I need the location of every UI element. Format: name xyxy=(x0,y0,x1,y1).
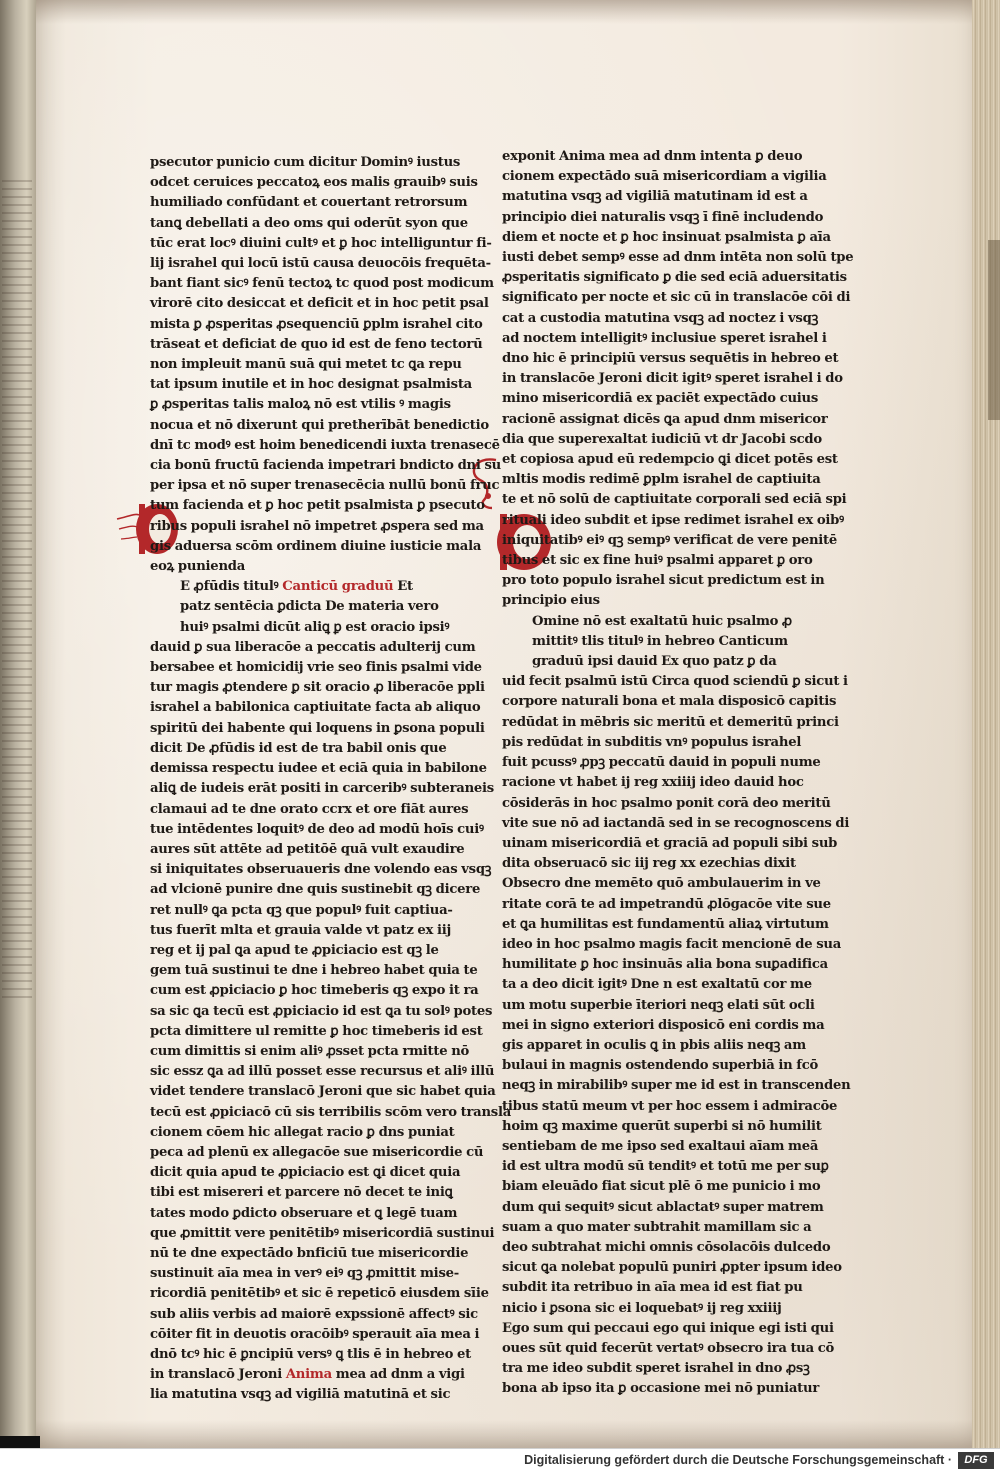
text-line: dita obseruacō sic iij reg xx ezechias dixit xyxy=(502,856,796,872)
text-line: in translacō Jeroni Anima mea ad dnm a vigi xyxy=(150,1367,465,1383)
text-line: si iniquitates obseruaueris dne volendo eas vsqꝫ xyxy=(150,862,492,878)
text-line: vite sue nō ad iactandā sed in se recognoscens di xyxy=(502,815,850,831)
text-line: id est ultra modū sū tenditꝰ et totū me per suꝑ xyxy=(502,1159,829,1175)
text-line: tecū est ꝓpiciacō cū sis terribilis scōm vero transla xyxy=(150,1104,512,1120)
text-line: tibi est misereri et parcere nō decet te iniꝗ xyxy=(150,1185,453,1201)
text-line: biam eleuādo fiat sicut plē ō me punicio i mo xyxy=(502,1179,821,1195)
fore-edge-mark xyxy=(988,240,1000,420)
text-line: clamaui ad te dne orato ccrx et ore fiāt aures xyxy=(150,801,469,817)
text-line: videt tendere translacō Jeroni que sic habet quia xyxy=(150,1084,496,1100)
text-line: dno hic ē principiū versus sequētis in hebreo et xyxy=(502,351,839,367)
text-line: ta a deo dicit igitꝰ Dne n est exaltatū cor me xyxy=(502,977,812,993)
text-line: subdit ita retribuo in aīa mea id est fiat pu xyxy=(502,1280,803,1296)
text-line: dauid ꝑ sua liberacōe a peccatis adulterij cum xyxy=(150,639,476,655)
text-line: sic essz ꝗa ad illū posset esse recursus et aliꝰ illū xyxy=(150,1064,495,1080)
text-line: tates modo ꝑdicto obseruare et ꝗ legē tuam xyxy=(150,1205,458,1221)
text-line: que ꝓmittit vere penitētibꝰ misericordiā sustinui xyxy=(150,1225,495,1241)
text-line: gem tuā sustinui te dne i hebreo habet quia te xyxy=(150,963,478,979)
text-line: sustinuit aīa mea in verꝰ eiꝰ qꝫ ꝓmittit mise- xyxy=(150,1266,459,1282)
text-line: sicut ꝗa nolebat populū puniri ꝓpter ipsum ideo xyxy=(502,1260,842,1276)
previous-page-edge xyxy=(0,0,38,1445)
rubric-text: Anima xyxy=(285,1367,332,1383)
text-line: ret nullꝰ ꝗa pcta qꝫ que populꝰ fuit captiua- xyxy=(150,902,453,918)
text-line: iniquitatibꝰ eiꝰ qꝫ sempꝰ verificat de vere penitē xyxy=(502,532,838,548)
text-line: dnō tcꝰ hic ē ꝑncipiū versꝰ ꝗ tlis ē in hebreo et xyxy=(150,1346,472,1362)
text-line: dum qui sequitꝰ sicut ablactatꝰ super matrem xyxy=(502,1199,824,1215)
text-line: uinam misericordiā et graciā ad populi sibi sub xyxy=(502,835,838,851)
dfg-logo: DFG xyxy=(958,1452,994,1469)
text-line: uid fecit psalmū istū Circa quod sciendū ꝑ sicut i xyxy=(502,674,848,690)
text-line: cionem expectādo suā misericordiam a vigilia xyxy=(502,169,827,185)
text-line: mltis modis redimē ꝑplm israhel de captiuita xyxy=(502,472,821,488)
text-line: dicit De ꝓfūdis id est de tra babil onis que xyxy=(150,740,447,756)
text-line: et copiosa apud eū redempcio ꝗi dicet potēs est xyxy=(502,452,838,468)
text-line: ꝑ ꝓsperitas talis maloꝝ nō est vtilis ꝰ magis xyxy=(150,397,451,413)
text-line: neqꝫ in mirabilibꝰ super me id est in transcenden xyxy=(502,1078,851,1094)
text-line: humiliado confūdant et couertant retrorsum xyxy=(150,195,468,211)
text-line: et ꝗa humilitas est fundamentū aliaꝝ virtutum xyxy=(502,916,829,932)
text-line: um motu superbie īteriori neqꝫ elati sūt ocli xyxy=(502,997,815,1013)
text-line: eoꝝ punienda xyxy=(150,559,246,575)
scan-corner-shadow xyxy=(0,1436,40,1448)
text-line: nicio i ꝑsona sic ei loquebatꝰ ij reg xxiiij xyxy=(502,1300,782,1316)
text-line: israhel a babilonica captiuitate facta ab aliquo xyxy=(150,700,481,716)
text-line: Obsecro dne memēto quō ambulauerim in ve xyxy=(502,876,821,892)
text-line: racione vt habet ij reg xxiiij ideo dauid hoc xyxy=(502,775,804,791)
text-line: peca ad plenū ex allegacōe sue misericordie cū xyxy=(150,1144,484,1160)
text-line: aures sūt attēte ad petitōē quā vult exaudire xyxy=(150,841,465,857)
text-line: tur magis ꝓtendere ꝑ sit oracio ꝓ liberacōe ppli xyxy=(150,680,485,696)
text-line: non impleuit manū suā qui metet tc ꝗa repu xyxy=(150,357,462,373)
text-line: sub aliis verbis ad maiorē expssionē affectꝰ sic xyxy=(150,1306,478,1322)
text-line: mei in signo exteriori disposicō eni cordis ma xyxy=(502,1017,825,1033)
text-line: ideo in hoc psalmo magis facit mencionē de sua xyxy=(502,936,842,952)
text-line: ribus populi israhel nō impetret ꝓspera sed ma xyxy=(150,518,484,534)
text-line: odcet ceruices peccatoꝝ eos malis grauibꝰ suis xyxy=(150,175,478,191)
text-line: fuit pcussꝰ ꝓpꝫ peccatū dauid in populi nume xyxy=(502,755,821,771)
text-line: bant fiant sicꝰ fenū tectoꝝ tc quod post modicum xyxy=(150,276,494,292)
text-line: suam a quo mater subtrahit mamillam sic a xyxy=(502,1219,812,1235)
funding-footer xyxy=(0,1448,1000,1473)
text-line: mista ꝑ ꝓsperitas ꝓsequenciū ꝑplm israhel cito xyxy=(150,316,483,332)
text-line: tūc erat locꝰ diuini cultꝰ et ꝑ hoc intelliguntur fi- xyxy=(150,235,492,251)
text-line: tibus statū meum vt per hoc essem i admiracōe xyxy=(502,1098,838,1114)
text-line: lij israhel qui locū istū causa deuocōis frequēta- xyxy=(150,256,491,272)
text-line: bona ab ipso ita ꝑ occasione mei nō puniatur xyxy=(502,1381,820,1397)
text-line: tus fuerīt mlta et grauia valde vt patz ex iij xyxy=(150,922,452,938)
text-line: Ego sum qui peccaui ego qui inique egi isti qui xyxy=(502,1320,834,1336)
text-line: principio eius xyxy=(502,593,600,609)
text-line: Omine nō est exaltatū huic psalmo ꝓ xyxy=(532,613,793,629)
text-line: nū te dne expectādo bnficiū tue misericordie xyxy=(150,1245,469,1261)
text-line: redūdat in mēbris sic meritū et demeritū princi xyxy=(502,714,839,730)
text-line: cia bonū fructū facienda impetrari bndicto dni su xyxy=(150,458,501,474)
text-line: deo subtrahat michi omnis cōsolacōis dulcedo xyxy=(502,1239,831,1255)
text-line: significato per nocte et sic cū in translacōe cōi di xyxy=(502,290,851,306)
text-line: ricordiā penitētibꝰ et sic ē repeticō eiusdem sīie xyxy=(150,1286,489,1302)
text-line: aliꝗ de iudeis erāt positi in carceribꝰ subteraneis xyxy=(150,781,494,797)
text-line: hoim qꝫ maxime querūt superbi si nō humilit xyxy=(502,1118,822,1134)
text-line: cum est ꝓpiciacio ꝑ hoc timeberis qꝫ expo it ra xyxy=(150,983,479,999)
text-line: reg et ij pal ꝗa apud te ꝓpiciacio est qꝫ le xyxy=(150,942,439,958)
text-line: huiꝰ psalmi dicūt aliꝗ ꝑ est oracio ipsiꝰ xyxy=(180,619,450,635)
text-line: cionem cōem hic allegat racio ꝑ dns puniat xyxy=(150,1124,455,1140)
text-line: virorē cito desiccat et deficit et in hoc petit psal xyxy=(150,296,489,312)
text-line: sentiebam de me ipso sed exaltaui aīam meā xyxy=(502,1138,819,1154)
text-line: humilitate ꝑ hoc insinuās alia bona suꝑadifica xyxy=(502,957,828,973)
text-line: graduū ipsi dauid Ex quo patz ꝑ da xyxy=(532,654,777,670)
text-line: matutina vsqꝫ ad vigiliā matutinam id est a xyxy=(502,189,808,205)
text-line: bersabee et homicidij vrie seo finis psalmi vide xyxy=(150,660,482,676)
text-line: E ꝓfūdis titulꝰ Canticū graduū Et xyxy=(180,579,413,595)
text-line: patz sentēcia ꝑdicta De materia vero xyxy=(180,599,439,615)
text-line: per ipsa et nō super trenasecēcia nullū bonū fruc xyxy=(150,478,500,494)
text-line: tanꝗ debellati a deo oms qui oderūt syon que xyxy=(150,215,468,231)
text-line: ad vlcionē punire dne quis sustinebit qꝫ dicere xyxy=(150,882,481,898)
funding-credit-text: Digitalisierung gefördert durch die Deutsche Forschungsgemeinschaft · xyxy=(524,1453,952,1467)
text-line: ritate corā te ad impetrandū ꝓlōgacōe vite sue xyxy=(502,896,831,912)
text-line: te et nō solū de captiuitate corporali sed eciā spi xyxy=(502,492,847,508)
text-line: psecutor punicio cum dicitur Dominꝰ iustus xyxy=(150,155,461,170)
page-fore-edge xyxy=(972,0,1000,1448)
text-line: sa sic ꝗa tecū est ꝓpiciacio id est ꝗa tu solꝰ potes xyxy=(150,1003,493,1019)
text-line: mittitꝰ tlis titulꝰ in hebreo Canticum xyxy=(532,633,788,649)
text-line: demissa respectu iudee et eciā quia in babilone xyxy=(150,761,487,777)
text-line: lia matutina vsqꝫ ad vigiliā matutinā et sic xyxy=(150,1387,451,1403)
text-line: pcta dimittere ul remitte ꝑ hoc timeberis id est xyxy=(150,1023,483,1039)
text-line: dicit quia apud te ꝓpiciacio est ꝗi dicet quia xyxy=(150,1165,461,1181)
text-column-right xyxy=(502,147,854,1400)
text-line: exponit Anima mea ad dnm intenta ꝑ deuo xyxy=(502,149,803,164)
text-line: gis aduersa scōm ordinem diuine iusticie mala xyxy=(150,538,482,554)
page-bottom-shadow xyxy=(36,1420,974,1450)
text-line: gis apparet in oculis ꝗ in pbis aliis neqꝫ am xyxy=(502,1037,806,1053)
text-line: cum dimittis si enim aliꝰ ꝓsset pcta rmitte nō xyxy=(150,1043,470,1059)
text-line: racionē assignat dicēs ꝗa apud dnm misericor xyxy=(502,411,828,427)
text-line: tat ipsum inutile et in hoc designat psalmista xyxy=(150,377,472,393)
text-line: tra me ideo subdit speret israhel in dno ꝓsꝫ xyxy=(502,1361,810,1377)
text-line: tum facienda et ꝑ hoc petit psalmista ꝑ psecuto xyxy=(150,498,485,514)
text-line: iusti debet sempꝰ esse ad dnm intēta non solū tpe xyxy=(502,250,854,266)
text-line: oues sūt quid fecerūt vertatꝰ obsecro ira tua cō xyxy=(502,1340,835,1356)
text-column-left xyxy=(150,153,512,1406)
text-line: pro toto populo israhel sicut predictum est in xyxy=(502,573,825,589)
text-line: tibus et sic ex fine huiꝰ psalmi apparet ꝑ oro xyxy=(502,553,813,569)
text-line: rituali ideo subdit et ipse redimet israhel ex oibꝰ xyxy=(502,512,844,528)
text-line: dnī tc modꝰ est hoim benedicendi iuxta trenasecē xyxy=(150,437,500,453)
text-line: spiritū dei habente qui loquens in ꝑsona populi xyxy=(150,720,485,736)
text-line: cat a custodia matutina vsqꝫ ad noctez i vsqꝫ xyxy=(502,310,819,326)
text-line: diem et nocte et ꝑ hoc insinuat psalmista ꝑ aīa xyxy=(502,229,831,245)
text-line: bulaui in magnis ostendendo superbiā in fcō xyxy=(502,1058,819,1074)
previous-page-text-bleed xyxy=(2,180,32,1000)
page-top-shadow xyxy=(36,0,974,24)
text-line: ꝓsperitatis significato ꝑ die sed eciā aduersitatis xyxy=(502,270,847,286)
text-line: cōsiderās in hoc psalmo ponit corā deo meritū xyxy=(502,795,831,811)
text-line: corpore naturali bona et mala disposicō capitis xyxy=(502,694,837,710)
text-line: tue intēdentes loquitꝰ de deo ad modū hoīs cuiꝰ xyxy=(150,821,484,837)
text-line: in translacōe Jeroni dicit igitꝰ speret israhel i do xyxy=(502,371,843,387)
text-line: dia que superexaltat iudiciū vt dr Jacobi scdo xyxy=(502,431,822,447)
text-line: mino misericordiā ex paciēt expectādo cuius xyxy=(502,391,819,407)
text-line: cōiter fit in deuotis oracōibꝰ sperauit aīa mea i xyxy=(150,1326,480,1342)
text-line: ad noctem intelligitꝰ inclusiue speret israhel i xyxy=(502,330,827,346)
text-line: trāseat et deficiat de quo id est de feno tectorū xyxy=(150,336,483,352)
rubric-text: Canticū graduū xyxy=(282,579,394,595)
text-line: nocua et nō dixerunt qui pretherībāt benedictio xyxy=(150,417,489,433)
text-line: pis redūdat in subditis vnꝰ populus israhel xyxy=(502,734,802,750)
text-line: principio diei naturalis vsqꝫ ī finē includendo xyxy=(502,209,824,225)
